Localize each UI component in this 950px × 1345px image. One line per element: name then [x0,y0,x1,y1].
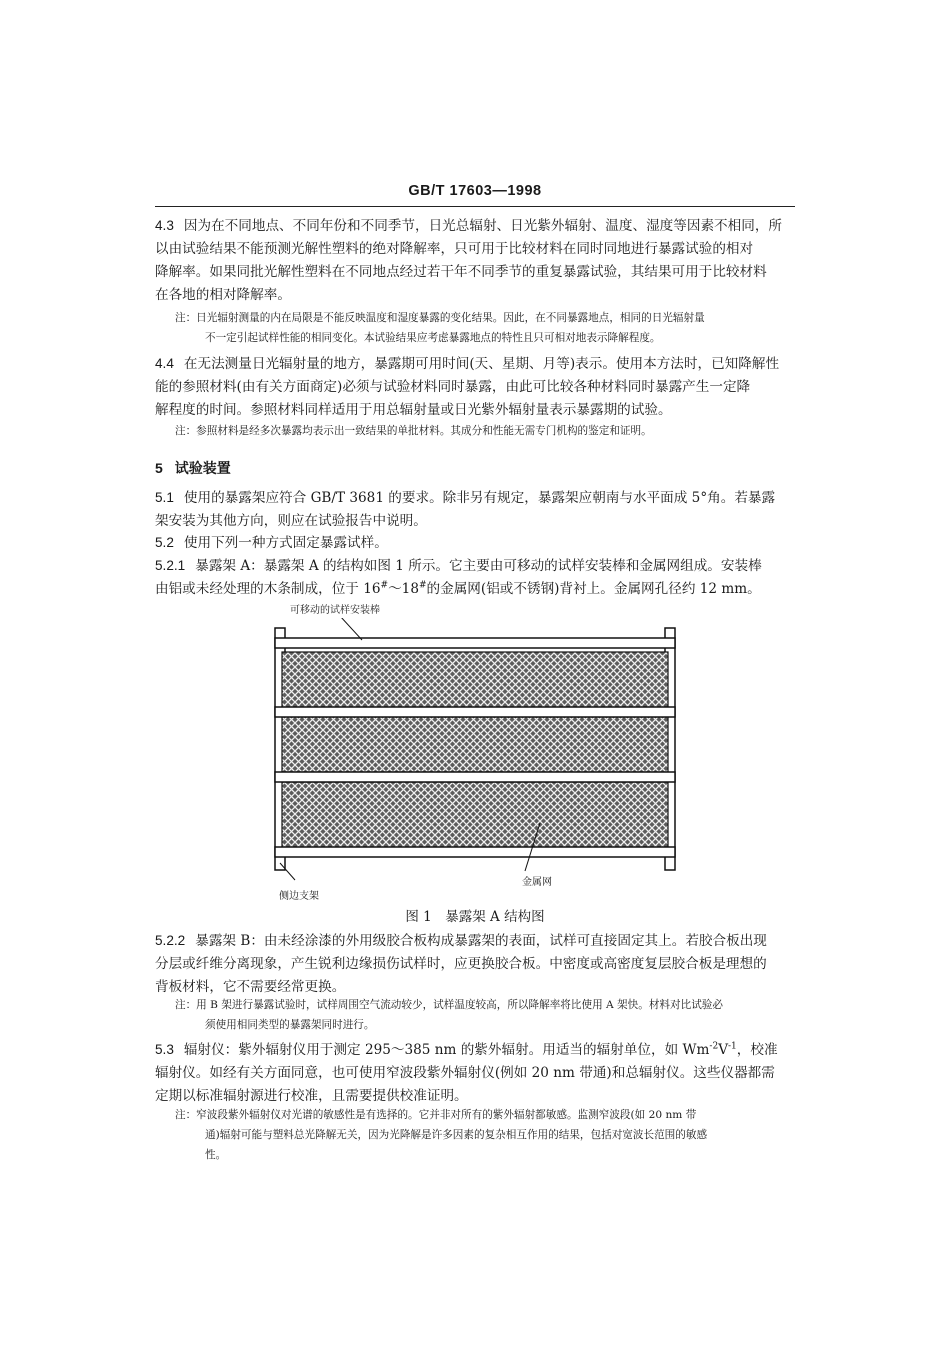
mesh-panel-3 [282,782,668,847]
text-line: 能的参照材料(由有关方面商定)必须与试验材料同时暴露，由此可比较各种材料同时暴露产生一定降 [155,379,751,395]
superscript: # [418,580,427,591]
section-number: 5 [155,460,163,476]
clause-5-2-2 [155,929,795,999]
text-line: 暴露架 A：暴露架 A 的结构如图 1 所示。它主要由可移动的试样安装棒和金属网组成。安装棒 [195,558,762,574]
note-5-3 [175,1105,795,1125]
mounting-bar-2 [275,707,675,717]
text-line: 在各地的相对降解率。 [155,287,291,303]
label-side-support: 侧边支架 [279,891,319,902]
figure-caption: 图 1 暴露架 A 结构图 [405,909,545,925]
text-line: 架安装为其他方向，则应在试验报告中说明。 [155,513,427,529]
clause-4-3 [155,214,795,307]
superscript: # [380,580,389,591]
text-line: 背板材料，它不需要经常更换。 [155,979,346,995]
label-metal-mesh: 金属网 [522,877,552,888]
note-4-3-cont [205,328,795,348]
clause-number: 5.2.1 [155,558,186,573]
text-line: 定期以标准辐射源进行校准，且需要提供校准证明。 [155,1088,468,1104]
text-run: 由铝或未经处理的木条制成，位于 16 [155,581,381,597]
text-line: 解程度的时间。参照材料同样适用于用总辐射量或日光紫外辐射量表示暴露期的试验。 [155,402,672,418]
mesh-panel-1 [282,652,668,707]
note-line: 注：窄波段紫外辐射仪对光谱的敏感性是有选择的。它并非对所有的紫外辐射都敏感。监测窄波段(如 20 nm 带 [175,1109,697,1121]
mounting-bar-1 [275,638,675,648]
clause-number: 4.4 [155,356,174,371]
clause-number: 5.2 [155,535,174,550]
mounting-bar-4 [275,847,675,857]
clause-4-4 [155,352,795,422]
text-line: 辐射仪。如经有关方面同意，也可使用窄波段紫外辐射仪(例如 20 nm 带通)和总辐射仪。这些仪器都需 [155,1065,775,1081]
text-run: ，校准 [736,1042,778,1058]
note-line: 注：参照材料是经多次暴露均表示出一致结果的单批材料。其成分和性能无需专门机构的鉴定和证明。 [175,425,652,437]
note-5-2-2-cont [205,1015,795,1035]
mounting-bar-3 [275,772,675,782]
section-title: 试验装置 [174,460,231,476]
note-4-3 [175,308,795,328]
text-line: 以由试验结果不能预测光解性塑料的绝对降解率，只可用于比较材料在同时同地进行暴露试验的相对 [155,241,754,257]
text-line: 使用的暴露架应符合 GB/T 3681 的要求。除非另有规定，暴露架应朝南与水平面成 5°角。若暴露 [183,490,776,506]
leader-mounting-bar [340,618,362,640]
clause-5-2 [155,531,795,555]
text-run: 的金属网(铝或不锈钢)背衬上。金属网孔径约 12 mm。 [426,581,761,597]
text-line: 在无法测量日光辐射量的地方，暴露期可用时间(天、星期、月等)表示。使用本方法时，已知降解性 [183,356,780,372]
text-line [155,578,795,601]
clause-number: 4.3 [155,218,174,233]
note-line: 不一定引起试样性能的相同变化。本试验结果应考虑暴露地点的特性且只可相对地表示降解程度。 [205,332,661,344]
note-5-3-cont [205,1125,795,1165]
label-mounting-bar: 可移动的试样安装棒 [290,605,380,616]
page-header: GB/T 17603—1998 [408,183,542,199]
text-line: 因为在不同地点、不同年份和不同季节，日光总辐射、日光紫外辐射、温度、湿度等因素不相同，所 [183,218,783,234]
clause-5-3 [155,1038,795,1108]
text-line: 暴露架 B：由未经涂漆的外用级胶合板构成暴露架的表面，试样可直接固定其上。若胶合板出现 [195,933,767,949]
note-line: 性。 [205,1149,227,1161]
text-run: 辐射仪：紫外辐射仪用于测定 295～385 nm 的紫外辐射。用适当的辐射单位，如 Wm [183,1042,710,1058]
text-line: 使用下列一种方式固定暴露试样。 [183,535,388,551]
note-5-2-2 [175,995,795,1015]
note-line: 须使用相同类型的暴露架同时进行。 [205,1019,375,1031]
text-run: V [718,1042,729,1058]
mesh-panel-2 [282,717,668,772]
header-rule [155,206,795,207]
section-5-heading [155,458,231,478]
clause-5-1 [155,486,795,533]
clause-5-2-1 [155,554,795,601]
note-line: 注：日光辐射测量的内在局限是不能反映温度和湿度暴露的变化结果。因此，在不同暴露地点，相同的日光辐射量 [175,312,705,324]
text-line: 降解率。如果同批光解性塑料在不同地点经过若干年不同季节的重复暴露试验，其结果可用于比较材料 [155,264,767,280]
clause-number: 5.3 [155,1042,174,1057]
clause-number: 5.1 [155,490,174,505]
note-line: 注：用 B 架进行暴露试验时，试样周围空气流动较少，试样温度较高，所以降解率将比使用 A 架快。材料对比试验必 [175,999,723,1011]
note-line: 通)辐射可能与塑料总光降解无关，因为光降解是许多因素的复杂相互作用的结果，包括对宽波长范围的敏感 [205,1129,708,1141]
text-line: 分层或纤维分离现象，产生锐利边缘损伤试样时，应更换胶合板。中密度或高密度复层胶合板是理想的 [155,956,767,972]
clause-number: 5.2.2 [155,933,186,948]
note-4-4 [175,421,795,441]
text-run: ～18 [388,581,419,597]
leader-side-support [280,863,295,880]
superscript: -2 [709,1041,719,1052]
superscript: -1 [728,1041,737,1052]
figure-exposure-rack-a [260,618,690,888]
